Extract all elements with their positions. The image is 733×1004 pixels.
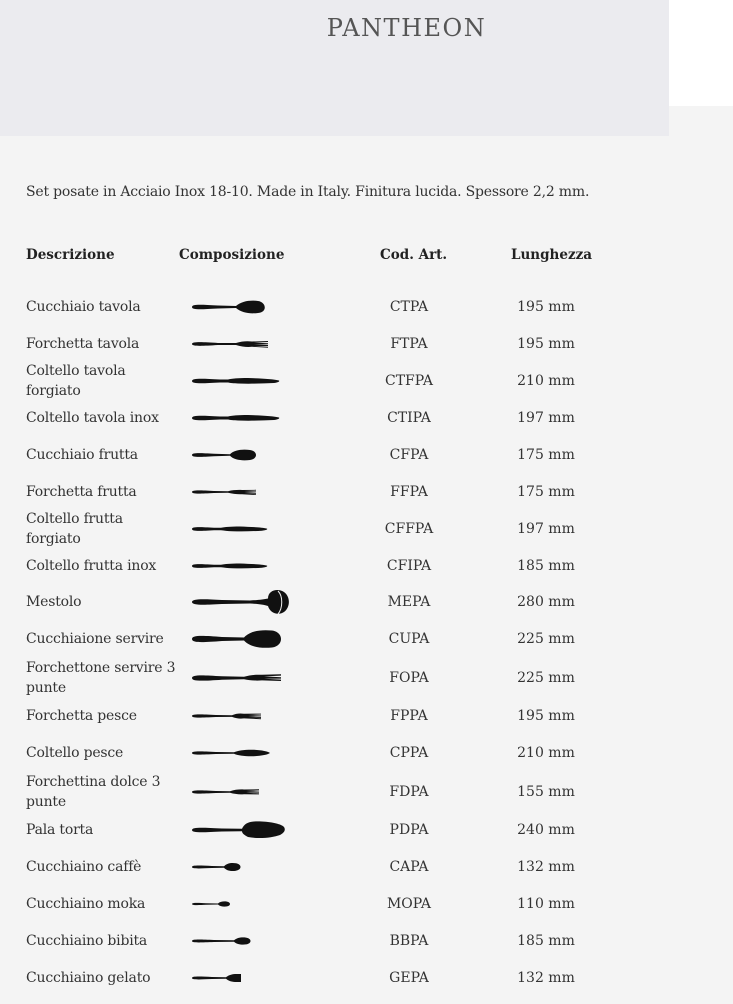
table-row [0,583,733,620]
item-code: FOPA [389,670,429,686]
item-length: 132 mm [517,858,575,875]
table-row [0,399,733,436]
table-row [0,959,733,996]
item-description: Pala torta [26,821,94,838]
item-length: 195 mm [517,707,575,724]
item-length: 280 mm [517,593,575,610]
table-row [0,473,733,510]
item-code: CTFPA [384,372,433,389]
table-row [0,772,733,812]
item-code: CFPA [389,446,429,463]
column-header-length: Lunghezza [511,247,593,263]
item-length: 185 mm [517,932,575,949]
knife-icon [188,399,298,436]
item-code: MEPA [387,593,431,610]
knife-icon [188,547,298,584]
item-code: FPPA [390,707,428,724]
item-description: Forchettone servire 3 punte [26,660,176,696]
item-length: 210 mm [517,372,575,389]
table-row [0,510,733,547]
item-length: 240 mm [517,821,575,838]
item-length: 175 mm [517,483,575,500]
item-code: CPPA [389,744,429,761]
cake-server-icon [188,811,298,848]
item-length: 210 mm [517,744,575,761]
item-description: Forchetta tavola [26,335,140,352]
item-description: Cucchiaino bibita [26,932,148,949]
item-code: FDPA [389,784,429,800]
table-row [0,436,733,473]
table-row [0,547,733,584]
item-description: Coltello pesce [26,744,124,761]
item-description: Forchetta frutta [26,483,137,500]
page-title: PANTHEON [326,14,487,42]
item-length: 195 mm [517,335,575,352]
item-code: CUPA [388,630,430,647]
table-row [0,658,733,698]
item-length: 175 mm [517,446,575,463]
item-length: 185 mm [517,557,575,574]
item-description: Cucchiaino moka [26,895,146,912]
item-description: Forchettina dolce 3 punte [26,774,161,810]
item-code: PDPA [389,821,429,838]
item-code: FFPA [390,483,428,500]
item-description: Forchetta pesce [26,707,137,724]
product-intro: Set posate in Acciaio Inox 18-10. Made in Italy. Finitura lucida. Spessore 2,2 mm. [26,184,590,200]
item-code: CFIPA [386,557,432,574]
spoon-icon [188,436,298,473]
spoon-icon [188,620,298,657]
fork-icon [188,658,298,698]
table-row [0,734,733,771]
item-code: CFFPA [384,520,434,537]
spoon-icon [188,885,298,922]
item-description: Cucchiaino caffè [26,858,142,875]
item-description: Coltello frutta forgiato [26,510,123,547]
table-row [0,697,733,734]
knife-icon [188,510,298,547]
spoon-icon [188,288,298,325]
column-header-description: Descrizione [26,247,115,263]
spoon-icon [188,848,298,885]
column-header-code: Cod. Art. [380,247,448,263]
table-row [0,362,733,399]
item-code: FTPA [390,335,428,352]
fork-icon [188,473,298,510]
fork-icon [188,772,298,812]
item-code: BBPA [389,932,429,949]
table-row [0,288,733,325]
item-code: CTPA [389,298,429,315]
table-row [0,325,733,362]
item-description: Mestolo [26,593,82,610]
column-header-composition: Composizione [179,247,285,263]
item-length: 132 mm [517,969,575,986]
item-length: 155 mm [517,784,575,800]
table-row [0,885,733,922]
item-code: CTIPA [387,409,431,426]
item-length: 225 mm [517,670,575,686]
item-description: Coltello frutta inox [26,557,157,574]
table-row [0,811,733,848]
spoon-icon [188,922,298,959]
item-code: CAPA [389,858,429,875]
item-length: 197 mm [517,409,575,426]
item-description: Cucchiaino gelato [26,969,151,986]
table-row [0,922,733,959]
item-length: 197 mm [517,520,575,537]
item-code: MOPA [386,895,432,912]
item-description: Cucchiaione servire [26,630,164,647]
fork-icon [188,697,298,734]
item-description: Coltello tavola forgiato [26,362,126,399]
item-description: Cucchiaio tavola [26,298,141,315]
header-banner-lower [0,106,669,136]
item-length: 195 mm [517,298,575,315]
fork-icon [188,325,298,362]
ladle-icon [188,583,298,620]
item-length: 110 mm [517,895,575,912]
item-description: Coltello tavola inox [26,409,159,426]
knife-icon [188,734,298,771]
item-code: GEPA [389,969,429,986]
table-row [0,848,733,885]
item-description: Cucchiaio frutta [26,446,138,463]
table-row [0,620,733,657]
knife-icon [188,362,298,399]
item-length: 225 mm [517,630,575,647]
ice-cream-spoon-icon [188,959,298,996]
